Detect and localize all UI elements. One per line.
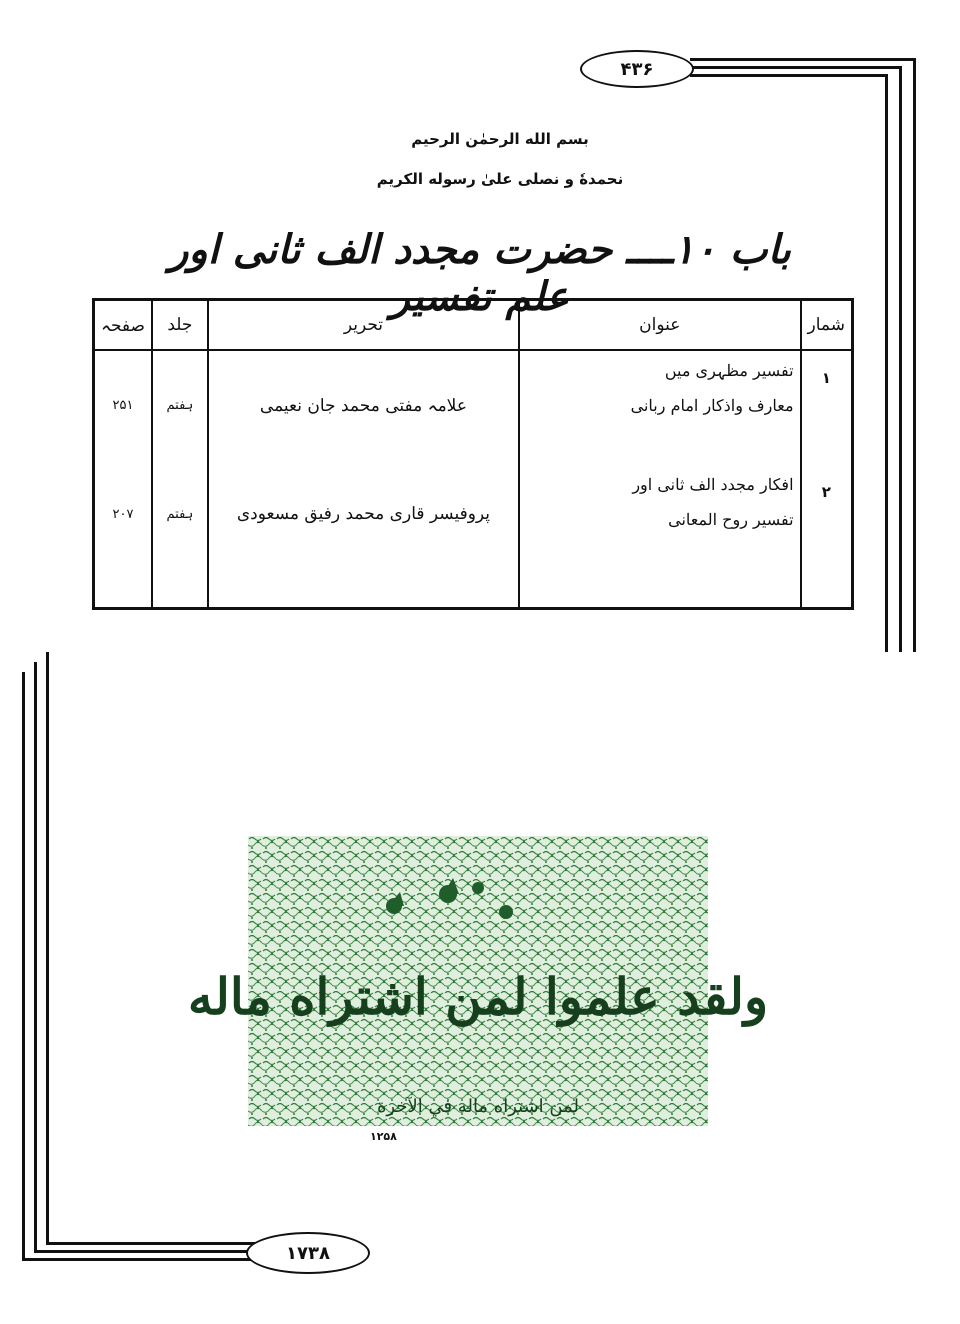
topic-line-1: تفسیر مظہری میں (664, 361, 794, 380)
header-topic: عنوان (519, 300, 800, 351)
page-number-top: ۴۳۶ (580, 50, 694, 88)
row-volume: ہفتم (152, 350, 208, 465)
frame-top-line-3 (690, 74, 888, 77)
calligraphy-plate (187, 836, 769, 1126)
row-page: ۲۰۷ (94, 465, 152, 609)
frame-left-line (22, 672, 25, 1260)
calligraphy-plate-image (187, 836, 769, 1126)
header-volume: جلد (152, 300, 208, 351)
header-page: صفحہ (94, 300, 152, 351)
frame-top-line (690, 58, 916, 61)
bismillah-line: بسم الله الرحمٰن الرحیم (411, 130, 589, 148)
row-author: پروفیسر قاری محمد رفیق مسعودی (208, 465, 519, 609)
frame-left-line-3 (46, 652, 49, 1244)
hamd-line: نحمدهٗ و نصلی علیٰ رسوله الکریم (376, 170, 624, 188)
row-serial: ۲ (801, 465, 853, 609)
frame-right-line-2 (899, 66, 902, 652)
row-topic (519, 350, 800, 465)
topic-line-1: افکار مجدد الف ثانی اور (632, 475, 794, 494)
calligraphy-main: ولقد علموا لمن اشتراه ماله (187, 967, 769, 1026)
plate-caption: ۱۲۵۸ (370, 1130, 397, 1143)
table-row (94, 465, 853, 609)
row-serial: ۱ (801, 350, 853, 465)
frame-bottom-line-3 (46, 1242, 256, 1245)
calligraphy-lower: لمن اشتراه ماله في الآخرة (377, 1096, 579, 1117)
frame-right-line-3 (885, 74, 888, 652)
frame-right-line (913, 58, 916, 652)
row-page: ۲۵۱ (94, 350, 152, 465)
row-topic (519, 465, 800, 609)
topic-line-2: معارف واذکار امام ربانی (630, 396, 794, 415)
index-table (92, 298, 854, 610)
header-serial: شمار (801, 300, 853, 351)
header-author: تحریر (208, 300, 519, 351)
frame-bottom-line (22, 1258, 256, 1261)
row-volume: ہفتم (152, 465, 208, 609)
page-number-bottom: ۱۷۳۸ (246, 1232, 370, 1274)
table-row (94, 350, 853, 465)
row-author: علامہ مفتی محمد جان نعیمی (208, 350, 519, 465)
frame-left-line-2 (34, 662, 37, 1252)
topic-line-2: تفسیر روح المعانی (668, 510, 794, 529)
frame-top-line-2 (690, 66, 902, 69)
table-header-row (94, 300, 853, 351)
chapter-title: باب ۱۰ــــ حضرت مجدد الف ثانی اور علم تفسیر (169, 226, 791, 320)
frame-bottom-line-2 (34, 1250, 256, 1253)
